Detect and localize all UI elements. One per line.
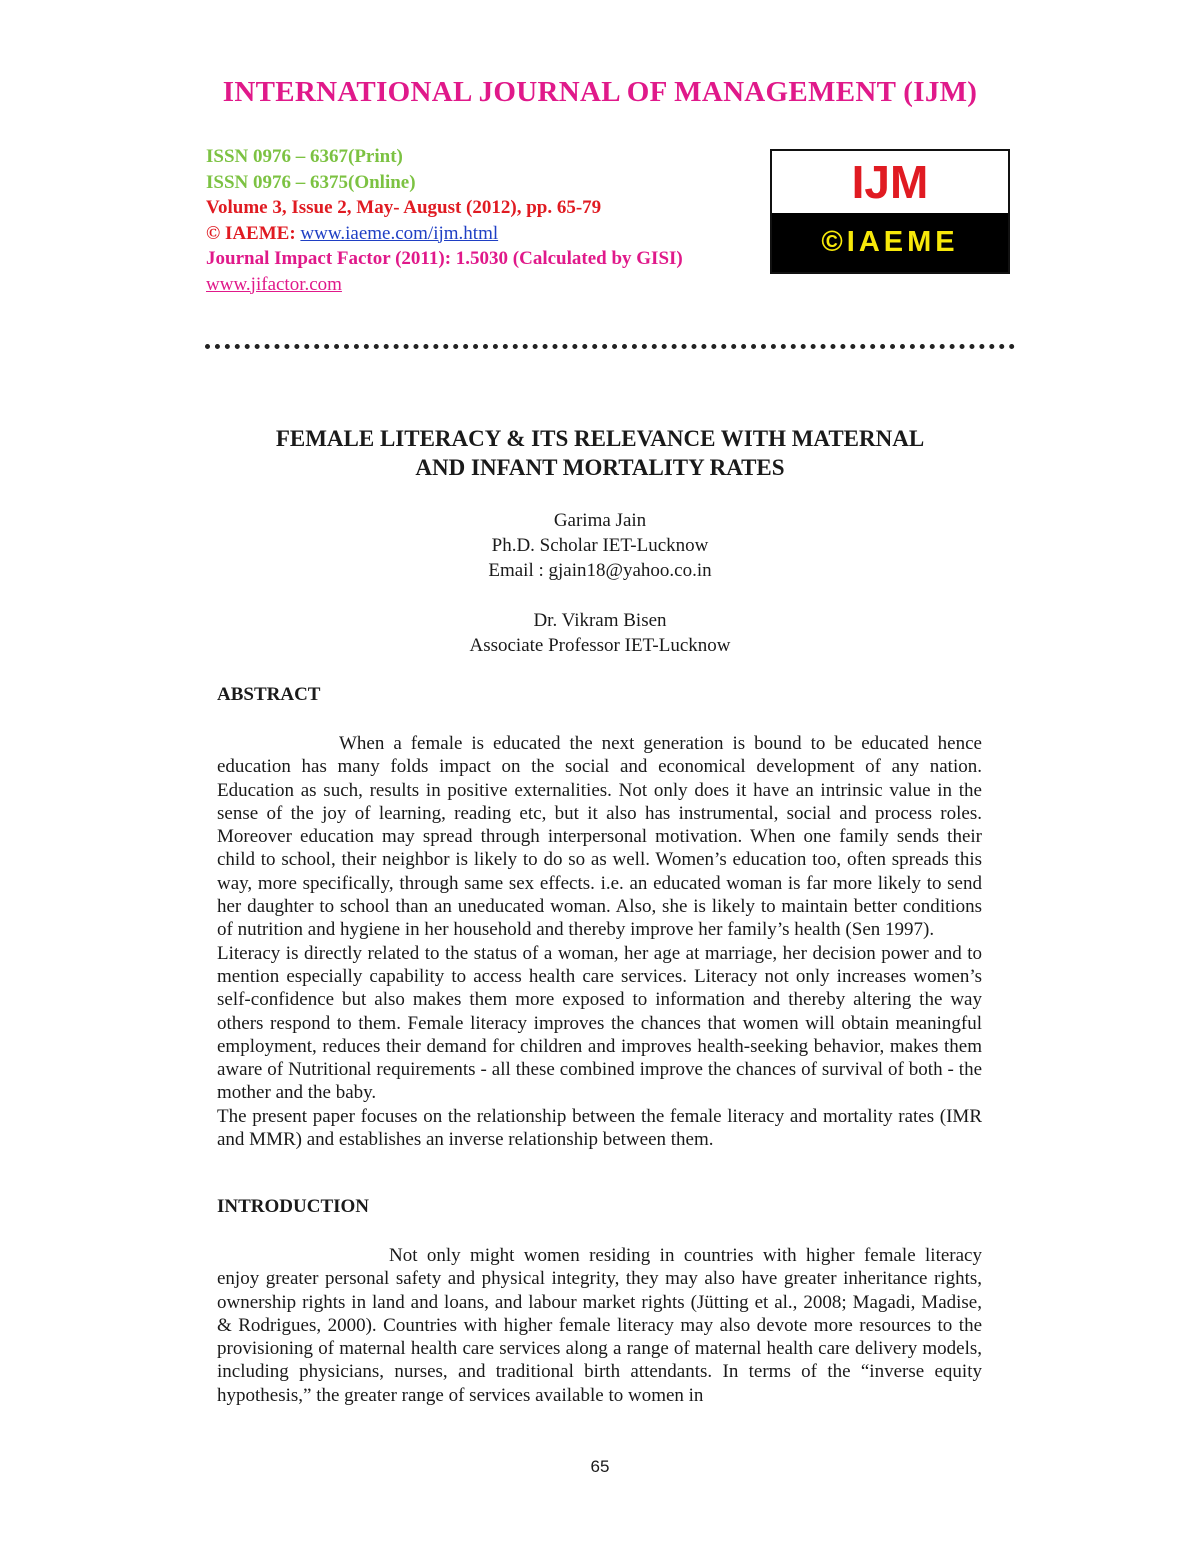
iaeme-line — [206, 221, 683, 247]
author-name: Dr. Vikram Bisen — [533, 610, 667, 631]
journal-title: INTERNATIONAL JOURNAL OF MANAGEMENT (IJM) — [222, 76, 978, 108]
introduction-body — [217, 1244, 982, 1407]
iaeme-link[interactable]: www.iaeme.com/ijm.html — [300, 222, 499, 244]
iaeme-label: © IAEME: — [206, 222, 296, 244]
issn-print: ISSN 0976 – 6367(Print) — [206, 146, 403, 167]
author-name: Garima Jain — [553, 510, 647, 531]
author-email: Email : gjain18@yahoo.co.in — [488, 560, 712, 581]
abstract-paragraph: When a female is educated the next generation is bound to be educated hence education has many folds impact on the social and economical development of any nation. Education as such, results in positive externalities. Not only does it have an intrinsic value in the sense of the joy of learning, reading etc, but it also has instrumental, social and process roles. Moreover education may spread through interpersonal motivation. When one family sends their child to school, their neighbor is likely to do so as well. Women’s education too, often spreads this way, more specifically, through same sex effects. i.e. an educated woman is far more likely to send her daughter to school than an uneducated woman. Also, she is likely to maintain better conditions of nutrition and hygiene in her household and thereby improve her family’s health (Sen 1997). — [217, 733, 982, 941]
journal-info — [206, 144, 683, 297]
dotted-divider — [205, 344, 1015, 349]
logo-top-text: IJM — [851, 156, 929, 208]
impact-factor: Journal Impact Factor (2011): 1.5030 (Calculated by GISI) — [206, 248, 683, 269]
abstract-paragraph: The present paper focuses on the relationship between the female literacy and mortality rates (IMR and MMR) and establishes an inverse relationship between them. — [217, 1105, 982, 1151]
jifactor-line — [206, 272, 683, 298]
abstract-heading: ABSTRACT — [217, 684, 321, 705]
abstract-body — [217, 732, 982, 1151]
introduction-heading: INTRODUCTION — [217, 1196, 370, 1217]
volume-info: Volume 3, Issue 2, May- August (2012), pp. 65-79 — [206, 197, 602, 218]
paper-title — [0, 424, 1200, 482]
author-block — [0, 508, 1200, 658]
paper-title-line2: AND INFANT MORTALITY RATES — [415, 455, 785, 480]
paper-title-line1: FEMALE LITERACY & ITS RELEVANCE WITH MATERNAL — [275, 426, 925, 451]
jifactor-link[interactable]: www.jifactor.com — [206, 273, 342, 295]
author-affiliation: Associate Professor IET-Lucknow — [469, 635, 731, 656]
logo-bottom-text: ©IAEME — [772, 213, 1008, 272]
abstract-paragraph: Literacy is directly related to the status of a woman, her age at marriage, her decision power and to mention especially capability to access health care services. Literacy not only increases women’s self-confidence but also makes them more exposed to information and thereby altering the way others respond to them. Female literacy improves the chances that women will obtain meaningful employment, reduces their demand for children and improves health-seeking behavior, makes them aware of Nutritional requirements - all these combined improve the chances of survival of both - the mother and the baby. — [217, 942, 982, 1104]
page-number: 65 — [590, 1457, 610, 1476]
author-affiliation: Ph.D. Scholar IET-Lucknow — [491, 535, 709, 556]
issn-online: ISSN 0976 – 6375(Online) — [206, 171, 416, 193]
introduction-paragraph: Not only might women residing in countries with higher female literacy enjoy greater personal safety and physical integrity, they may also have greater inheritance rights, ownership rights in land and loans, and labour market rights (Jütting et al., 2008; Magadi, Madise, & Rodrigues, 2000). Countries with higher female literacy may also devote more resources to the provisioning of maternal health care services along a range of maternal health care delivery models, including physicians, nurses, and traditional birth attendants. In terms of the “inverse equity hypothesis,” the greater range of services available to women in — [217, 1245, 982, 1406]
ijm-logo — [770, 149, 1010, 274]
